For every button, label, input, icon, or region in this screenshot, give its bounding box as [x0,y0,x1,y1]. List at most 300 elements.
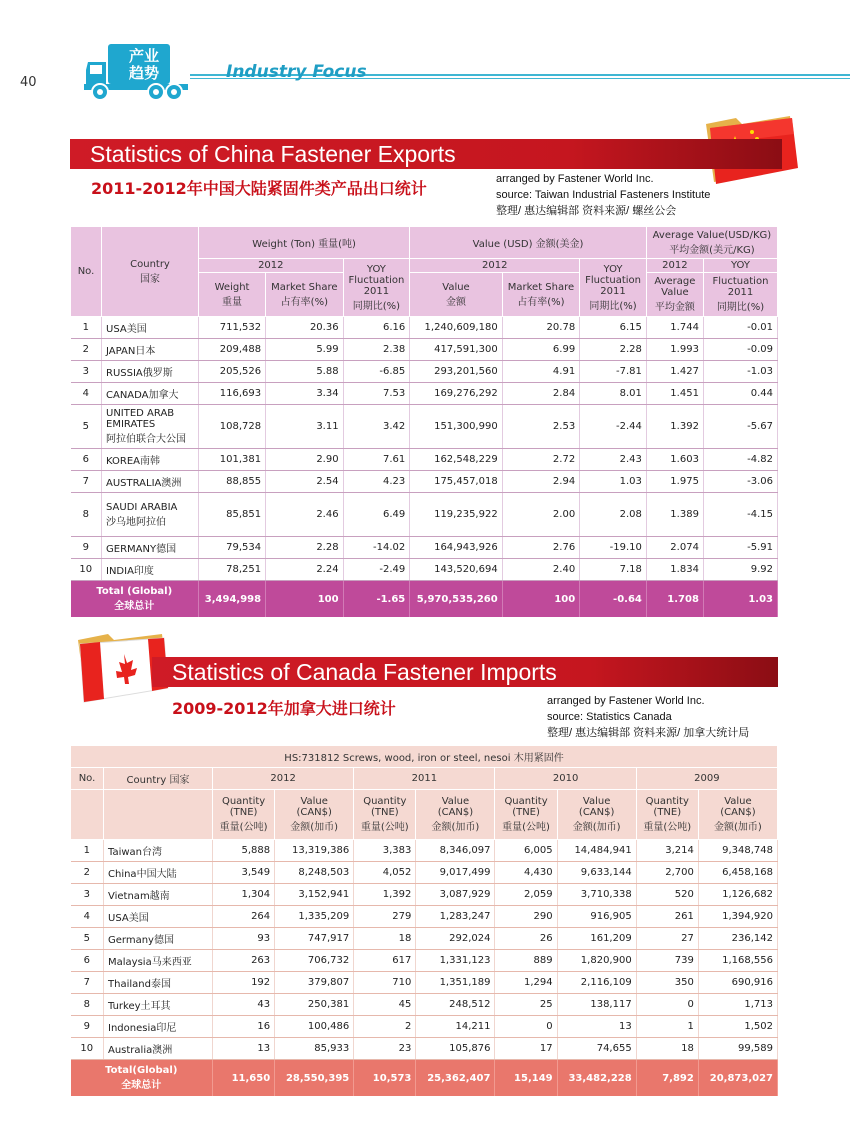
h-fluct-year: 2011 [600,285,626,297]
h-share: Market Share [507,281,575,293]
total-label [71,581,199,618]
col-year-2012: 2012 [213,768,354,790]
h-avg2: Value [661,287,689,298]
col-avg-yoy [703,273,777,317]
table-row [71,471,778,493]
cell-wy: 6.16 [343,317,410,339]
row-number: 9 [71,537,102,559]
cell-value: 175,457,018 [410,471,502,493]
row-number: 4 [71,906,104,928]
total-weight-share: 100 [266,581,343,618]
h-fluct-year: 2011 [727,287,754,298]
col-no: No. [71,227,102,317]
total-value-yoy: -0.64 [580,581,647,618]
cell-q12: 43 [213,994,275,1016]
cell-v11: 248,512 [416,994,495,1016]
cell-v10: 161,209 [557,928,636,950]
total-v2010: 33,482,228 [557,1060,636,1097]
cell-v12: 85,933 [275,1038,354,1060]
total-value-share: 100 [502,581,579,618]
cell-v10: 14,484,941 [557,840,636,862]
total-q2010: 15,149 [495,1060,557,1097]
cell-q12: 264 [213,906,275,928]
col-year-2010: 2010 [495,768,636,790]
cell-value: 293,201,560 [410,361,502,383]
cell-v09: 1,168,556 [698,950,777,972]
china-section-title: Statistics of China Fastener Exports [70,139,782,169]
cell-wy: 4.23 [343,471,410,493]
total-weight: 3,494,998 [199,581,266,618]
h-fluct: Fluctuation [712,276,769,287]
cell-v09: 1,394,920 [698,906,777,928]
section-label-cn-line2: 趋势 [128,64,159,82]
row-number: 8 [71,994,104,1016]
cell-ay: 9.92 [703,559,777,581]
cell-avg: 1.834 [646,559,703,581]
cell-v10: 138,117 [557,994,636,1016]
cell-weight: 78,251 [199,559,266,581]
row-number: 9 [71,1016,104,1038]
cell-vy: 2.28 [580,339,647,361]
col-weight-2012: 2012 [199,259,344,273]
cell-vy: 7.18 [580,559,647,581]
cell-v10: 3,710,338 [557,884,636,906]
col-year-2009: 2009 [636,768,777,790]
total-q2009: 7,892 [636,1060,698,1097]
cell-avg: 1.603 [646,449,703,471]
cell-v11: 9,017,499 [416,862,495,884]
table-row [71,317,778,339]
china-credit-cn: 整理/ 惠达编辑部 资料来源/ 螺丝公会 [496,205,677,217]
col-group-weight: Weight (Ton) 重量(吨) [199,227,410,259]
header-qty_cn: 重量(公吨) [643,822,692,833]
canada-imports-table [70,745,778,1096]
row-country [102,471,199,493]
cell-value: 151,300,990 [410,405,502,449]
col-group-average-cn: 平均金额(美元/KG) [669,244,755,256]
cell-vs: 2.40 [502,559,579,581]
total-value: 5,970,535,260 [410,581,502,618]
cell-v11: 1,351,189 [416,972,495,994]
row-country-name: AUSTRALIA澳洲 [106,478,182,489]
cell-v11: 292,024 [416,928,495,950]
h-share: Market Share [271,281,338,293]
cell-q11: 279 [354,906,416,928]
cell-q11: 4,052 [354,862,416,884]
h-fluct: Fluctuation [348,274,405,286]
cell-v12: 706,732 [275,950,354,972]
row-number: 3 [71,361,102,383]
row-number: 6 [71,950,104,972]
cell-wy: -2.49 [343,559,410,581]
cell-weight: 79,534 [199,537,266,559]
row-country [102,317,199,339]
cell-v12: 250,381 [275,994,354,1016]
h-weight: Weight [214,281,250,293]
cell-v09: 9,348,748 [698,840,777,862]
total-q2011: 10,573 [354,1060,416,1097]
header-val_cn: 金额(加币) [290,822,339,833]
row-number: 1 [71,840,104,862]
total-v2012: 28,550,395 [275,1060,354,1097]
china-credit-arranged: arranged by Fastener World Inc. [496,173,654,185]
header-qty_unit: (TNE) [229,807,258,818]
cell-avg: 1.427 [646,361,703,383]
section-label-cn-line1: 产业 [128,47,159,65]
total-label-en: Total(Global) [105,1065,178,1076]
cell-value: 143,520,694 [410,559,502,581]
table-row [71,339,778,361]
table-row [71,906,778,928]
cell-weight: 209,488 [199,339,266,361]
cell-v12: 379,807 [275,972,354,994]
row-country [102,449,199,471]
cell-v11: 105,876 [416,1038,495,1060]
header-qty_unit: (TNE) [512,807,540,818]
h-fluct: Fluctuation [585,274,641,286]
cell-ws: 3.34 [266,383,343,405]
header-val: Value [724,796,752,807]
table-row [71,493,778,537]
cell-value: 119,235,922 [410,493,502,537]
cell-q09: 261 [636,906,698,928]
table-row [71,383,778,405]
china-credit-source: source: Taiwan Industrial Fasteners Institute [496,189,711,201]
total-label-en: Total (Global) [96,586,173,597]
cell-avg: 1.975 [646,471,703,493]
col-value-2012: 2012 [410,259,580,273]
row-number: 5 [71,928,104,950]
row-number: 7 [71,972,104,994]
canada-credits [547,693,749,741]
table-row [71,559,778,581]
col-quantity [213,790,275,840]
cell-ay: -4.15 [703,493,777,537]
h-fluct-cn: 同期比(%) [716,302,765,313]
cell-q12: 263 [213,950,275,972]
cell-ws: 5.88 [266,361,343,383]
cell-q11: 617 [354,950,416,972]
cell-vs: 2.84 [502,383,579,405]
col-quantity [495,790,557,840]
row-number: 10 [71,1038,104,1060]
header-qty_cn: 重量(公吨) [502,822,550,833]
table-row [71,537,778,559]
table-row [71,884,778,906]
row-number: 7 [71,471,102,493]
h-value: Value [442,281,470,293]
cell-q11: 45 [354,994,416,1016]
cell-vy: -19.10 [580,537,647,559]
row-country-name-cn: 阿拉伯联合大公国 [106,434,186,445]
total-q2012: 11,650 [213,1060,275,1097]
china-table-body [71,317,778,581]
cell-value: 1,240,609,180 [410,317,502,339]
row-number: 2 [71,339,102,361]
cell-wy: 7.53 [343,383,410,405]
cell-vs: 2.53 [502,405,579,449]
h-weight-cn: 重量 [222,296,243,308]
cell-v09: 236,142 [698,928,777,950]
header-val: Value [582,796,611,807]
cell-ws: 20.36 [266,317,343,339]
h-yoy: YOY [603,263,623,275]
col-country [102,227,199,317]
cell-vy: -7.81 [580,361,647,383]
row-country-name: JAPAN日本 [106,346,156,357]
row-country: Thailand泰国 [104,972,213,994]
header-val_cn: 金额(加币) [572,822,621,833]
cell-vs: 4.91 [502,361,579,383]
cell-weight: 205,526 [199,361,266,383]
cell-value: 169,276,292 [410,383,502,405]
section-label-cn [118,48,170,82]
col-value [416,790,495,840]
canada-section-title: Statistics of Canada Fastener Imports [152,657,778,687]
cell-ay: 0.44 [703,383,777,405]
cell-q12: 192 [213,972,275,994]
cell-q11: 3,383 [354,840,416,862]
cell-q10: 290 [495,906,557,928]
canada-section-title-cn: 2009-2012年加拿大进口统计 [172,699,396,718]
cell-avg: 1.993 [646,339,703,361]
table-row [71,449,778,471]
cell-q10: 17 [495,1038,557,1060]
col-country-blank [104,790,213,840]
cell-weight: 711,532 [199,317,266,339]
cell-ay: -5.91 [703,537,777,559]
row-country-name: USA美国 [106,324,147,335]
h-yoy: YOY [366,263,386,275]
total-v2011: 25,362,407 [416,1060,495,1097]
col-value [410,273,502,317]
cell-q09: 739 [636,950,698,972]
cell-ay: -1.03 [703,361,777,383]
cell-avg: 1.389 [646,493,703,537]
cell-ws: 5.99 [266,339,343,361]
cell-vs: 20.78 [502,317,579,339]
cell-q09: 520 [636,884,698,906]
canada-total-row [71,1060,778,1097]
row-country-name: CANADA加拿大 [106,390,179,401]
cell-vs: 2.94 [502,471,579,493]
h-fluct-cn: 同期比(%) [352,300,401,312]
cell-q10: 1,294 [495,972,557,994]
china-total-row [71,581,778,618]
total-weight-yoy: -1.65 [343,581,410,618]
section-label-en: Industry Focus [226,62,367,82]
col-avg-2012: 2012 [646,259,703,273]
col-weight-share [266,273,343,317]
row-country-name: INDIA印度 [106,566,154,577]
table-row [71,994,778,1016]
cell-weight: 108,728 [199,405,266,449]
row-country-name: UNITED ARAB EMIRATES [106,408,175,430]
total-v2009: 20,873,027 [698,1060,777,1097]
china-exports-table [70,226,778,617]
cell-vy: 1.03 [580,471,647,493]
row-country-name: KOREA南韩 [106,456,160,467]
canada-credit-arranged: arranged by Fastener World Inc. [547,695,705,707]
row-number: 1 [71,317,102,339]
cell-v10: 74,655 [557,1038,636,1060]
col-avg-yoy-label: YOY [703,259,777,273]
cell-vy: -2.44 [580,405,647,449]
table-row [71,928,778,950]
cell-ay: -0.01 [703,317,777,339]
cell-ws: 2.24 [266,559,343,581]
h-fluct-cn: 同期比(%) [589,300,637,312]
header-val_unit: (CAN$) [720,807,756,818]
cell-avg: 1.392 [646,405,703,449]
cell-wy: -14.02 [343,537,410,559]
col-avg-value [646,273,703,317]
cell-v12: 13,319,386 [275,840,354,862]
cell-vs: 2.72 [502,449,579,471]
row-country: Taiwan台湾 [104,840,213,862]
cell-value: 417,591,300 [410,339,502,361]
cell-v11: 1,331,123 [416,950,495,972]
cell-ws: 2.46 [266,493,343,537]
cell-q10: 4,430 [495,862,557,884]
row-country: China中国大陆 [104,862,213,884]
header-val_unit: (CAN$) [578,807,615,818]
col-quantity [354,790,416,840]
header-qty: Quantity [504,796,548,807]
cell-q10: 25 [495,994,557,1016]
cell-wy: 6.49 [343,493,410,537]
col-country-cn: 国家 [140,273,160,285]
cell-q12: 16 [213,1016,275,1038]
cell-q10: 6,005 [495,840,557,862]
row-number: 5 [71,405,102,449]
cell-q12: 3,549 [213,862,275,884]
china-credits [496,171,710,219]
row-country [102,493,199,537]
row-country-name: GERMANY德国 [106,544,177,555]
cell-vs: 2.00 [502,493,579,537]
row-country [102,361,199,383]
cell-v09: 99,589 [698,1038,777,1060]
cell-q11: 18 [354,928,416,950]
cell-v12: 100,486 [275,1016,354,1038]
cell-weight: 116,693 [199,383,266,405]
cell-v11: 8,346,097 [416,840,495,862]
cell-q09: 3,214 [636,840,698,862]
header-val: Value [441,796,470,807]
row-number: 10 [71,559,102,581]
table-row [71,405,778,449]
table-row [71,950,778,972]
canada-credit-source: source: Statistics Canada [547,711,672,723]
cell-v10: 13 [557,1016,636,1038]
cell-avg: 1.744 [646,317,703,339]
cell-q09: 18 [636,1038,698,1060]
col-value-yoy [580,259,647,317]
cell-q12: 13 [213,1038,275,1060]
h-fluct-year: 2011 [363,285,390,297]
col-weight-yoy [343,259,410,317]
table-row [71,840,778,862]
total-avg: 1.708 [646,581,703,618]
cell-ws: 3.11 [266,405,343,449]
cell-ay: -5.67 [703,405,777,449]
col-value [275,790,354,840]
cell-q10: 26 [495,928,557,950]
cell-ws: 2.54 [266,471,343,493]
row-country: Germany德国 [104,928,213,950]
cell-ws: 2.28 [266,537,343,559]
cell-avg: 2.074 [646,537,703,559]
table-row [71,1038,778,1060]
cell-vs: 6.99 [502,339,579,361]
row-country: Australia澳洲 [104,1038,213,1060]
cell-q09: 2,700 [636,862,698,884]
total-label [71,1060,213,1097]
row-country-name: SAUDI ARABIA [106,501,178,513]
cell-wy: -6.85 [343,361,410,383]
row-country: Turkey土耳其 [104,994,213,1016]
h-share-cn: 占有率(%) [280,296,328,308]
header-qty: Quantity [221,796,266,807]
cell-weight: 85,851 [199,493,266,537]
cell-v10: 1,820,900 [557,950,636,972]
cell-v11: 1,283,247 [416,906,495,928]
row-number: 6 [71,449,102,471]
row-country: Vietnam越南 [104,884,213,906]
cell-wy: 2.38 [343,339,410,361]
cell-vs: 2.76 [502,537,579,559]
cell-v12: 747,917 [275,928,354,950]
cell-ws: 2.90 [266,449,343,471]
h-value-cn: 金额 [445,296,466,308]
row-country: USA美国 [104,906,213,928]
canada-table-body [71,840,778,1060]
cell-q12: 1,304 [213,884,275,906]
h-avg-cn: 平均金额 [654,302,695,313]
cell-v10: 2,116,109 [557,972,636,994]
row-number: 8 [71,493,102,537]
h-share-cn: 占有率(%) [517,296,565,308]
col-quantity [636,790,698,840]
table-row [71,972,778,994]
cell-v12: 8,248,503 [275,862,354,884]
cell-q11: 23 [354,1038,416,1060]
cell-v11: 14,211 [416,1016,495,1038]
cell-value: 162,548,229 [410,449,502,471]
cell-q12: 93 [213,928,275,950]
cell-ay: -3.06 [703,471,777,493]
cell-q09: 27 [636,928,698,950]
cell-ay: -0.09 [703,339,777,361]
col-value [557,790,636,840]
header-val: Value [300,796,328,807]
col-weight [199,273,266,317]
row-number: 2 [71,862,104,884]
cell-vy: 2.43 [580,449,647,471]
col-value-share [502,273,579,317]
header-qty: Quantity [645,796,689,807]
cell-q12: 5,888 [213,840,275,862]
cell-v09: 1,502 [698,1016,777,1038]
cell-value: 164,943,926 [410,537,502,559]
cell-v12: 1,335,209 [275,906,354,928]
col-group-average-en: Average Value(USD/KG) [652,229,772,241]
cell-q10: 2,059 [495,884,557,906]
cell-v12: 3,152,941 [275,884,354,906]
cell-weight: 101,381 [199,449,266,471]
cell-v09: 1,126,682 [698,884,777,906]
